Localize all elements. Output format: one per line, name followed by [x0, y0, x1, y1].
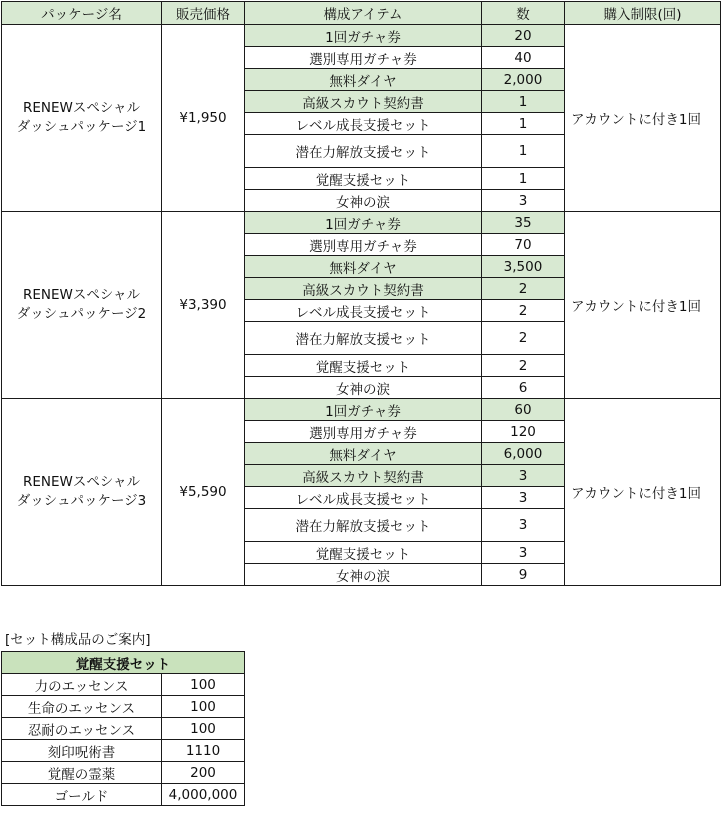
item-name: 1回ガチャ券	[245, 25, 482, 47]
item-quantity: 70	[482, 234, 565, 256]
item-name: 選別専用ガチャ券	[245, 421, 482, 443]
item-name: レベル成長支援セット	[245, 113, 482, 135]
package-name	[2, 212, 162, 399]
set-title: 覚醒支援セット	[2, 652, 245, 674]
package-price: ¥5,590	[162, 399, 245, 586]
set-title-row	[2, 652, 245, 674]
package-table	[1, 1, 721, 586]
set-row	[2, 762, 245, 784]
item-quantity: 3	[482, 542, 565, 564]
purchase-limit: アカウントに付き1回	[565, 399, 721, 586]
package-name-line2: ダッシュパッケージ1	[16, 119, 147, 135]
item-name: 選別専用ガチャ券	[245, 234, 482, 256]
package-name	[2, 25, 162, 212]
item-name: 1回ガチャ券	[245, 212, 482, 234]
item-quantity: 2	[482, 278, 565, 300]
set-item-name: 刻印呪術書	[2, 740, 162, 762]
item-quantity: 35	[482, 212, 565, 234]
set-contents-note: [セット構成品のご案内]	[5, 632, 151, 648]
item-name: 覚醒支援セット	[245, 542, 482, 564]
item-name: 覚醒支援セット	[245, 355, 482, 377]
set-row	[2, 784, 245, 806]
header-purchase-limit: 購入制限(回)	[565, 2, 721, 25]
set-item-name: 忍耐のエッセンス	[2, 718, 162, 740]
package-price: ¥3,390	[162, 212, 245, 399]
set-item-quantity: 100	[162, 696, 245, 718]
item-quantity: 2,000	[482, 69, 565, 91]
set-item-quantity: 100	[162, 674, 245, 696]
set-row	[2, 674, 245, 696]
header-price: 販売価格	[162, 2, 245, 25]
set-item-quantity: 100	[162, 718, 245, 740]
header-quantity: 数	[482, 2, 565, 25]
purchase-limit: アカウントに付き1回	[565, 25, 721, 212]
header-items: 構成アイテム	[245, 2, 482, 25]
set-item-quantity: 200	[162, 762, 245, 784]
set-item-name: ゴールド	[2, 784, 162, 806]
package-name-line2: ダッシュパッケージ3	[16, 493, 147, 509]
item-quantity: 6	[482, 377, 565, 399]
header-package-name: パッケージ名	[2, 2, 162, 25]
set-row	[2, 696, 245, 718]
item-name: 女神の涙	[245, 564, 482, 586]
item-quantity: 3	[482, 509, 565, 542]
item-name: 選別専用ガチャ券	[245, 47, 482, 69]
item-quantity: 2	[482, 322, 565, 355]
set-row	[2, 718, 245, 740]
item-quantity: 1	[482, 168, 565, 190]
package-name-line2: ダッシュパッケージ2	[16, 306, 147, 322]
item-quantity: 2	[482, 355, 565, 377]
item-name: 無料ダイヤ	[245, 443, 482, 465]
item-quantity: 1	[482, 91, 565, 113]
item-name: レベル成長支援セット	[245, 300, 482, 322]
item-name: 無料ダイヤ	[245, 256, 482, 278]
item-quantity: 120	[482, 421, 565, 443]
item-row	[2, 25, 721, 47]
package-name-line1: RENEWスペシャル	[22, 100, 141, 116]
set-contents-table	[1, 651, 245, 806]
item-row	[2, 399, 721, 421]
item-name: 覚醒支援セット	[245, 168, 482, 190]
package-name-line1: RENEWスペシャル	[22, 474, 141, 490]
item-name: 潜在力解放支援セット	[245, 322, 482, 355]
item-name: レベル成長支援セット	[245, 487, 482, 509]
set-item-quantity: 4,000,000	[162, 784, 245, 806]
item-quantity: 1	[482, 113, 565, 135]
item-quantity: 3	[482, 487, 565, 509]
package-name-line1: RENEWスペシャル	[22, 287, 141, 303]
item-name: 潜在力解放支援セット	[245, 135, 482, 168]
set-item-quantity: 1110	[162, 740, 245, 762]
item-name: 潜在力解放支援セット	[245, 509, 482, 542]
item-quantity: 20	[482, 25, 565, 47]
item-row	[2, 212, 721, 234]
set-item-name: 力のエッセンス	[2, 674, 162, 696]
item-name: 高級スカウト契約書	[245, 465, 482, 487]
item-name: 高級スカウト契約書	[245, 278, 482, 300]
item-quantity: 1	[482, 135, 565, 168]
item-quantity: 2	[482, 300, 565, 322]
header-row	[2, 2, 721, 25]
set-item-name: 生命のエッセンス	[2, 696, 162, 718]
package-price: ¥1,950	[162, 25, 245, 212]
item-quantity: 60	[482, 399, 565, 421]
item-name: 高級スカウト契約書	[245, 91, 482, 113]
package-table-body	[2, 25, 721, 586]
item-quantity: 3,500	[482, 256, 565, 278]
item-name: 女神の涙	[245, 377, 482, 399]
item-quantity: 6,000	[482, 443, 565, 465]
item-name: 無料ダイヤ	[245, 69, 482, 91]
item-quantity: 40	[482, 47, 565, 69]
purchase-limit: アカウントに付き1回	[565, 212, 721, 399]
set-row	[2, 740, 245, 762]
item-name: 女神の涙	[245, 190, 482, 212]
item-quantity: 3	[482, 465, 565, 487]
item-quantity: 9	[482, 564, 565, 586]
set-item-name: 覚醒の霊薬	[2, 762, 162, 784]
set-table-body	[2, 674, 245, 806]
package-name	[2, 399, 162, 586]
item-quantity: 3	[482, 190, 565, 212]
item-name: 1回ガチャ券	[245, 399, 482, 421]
